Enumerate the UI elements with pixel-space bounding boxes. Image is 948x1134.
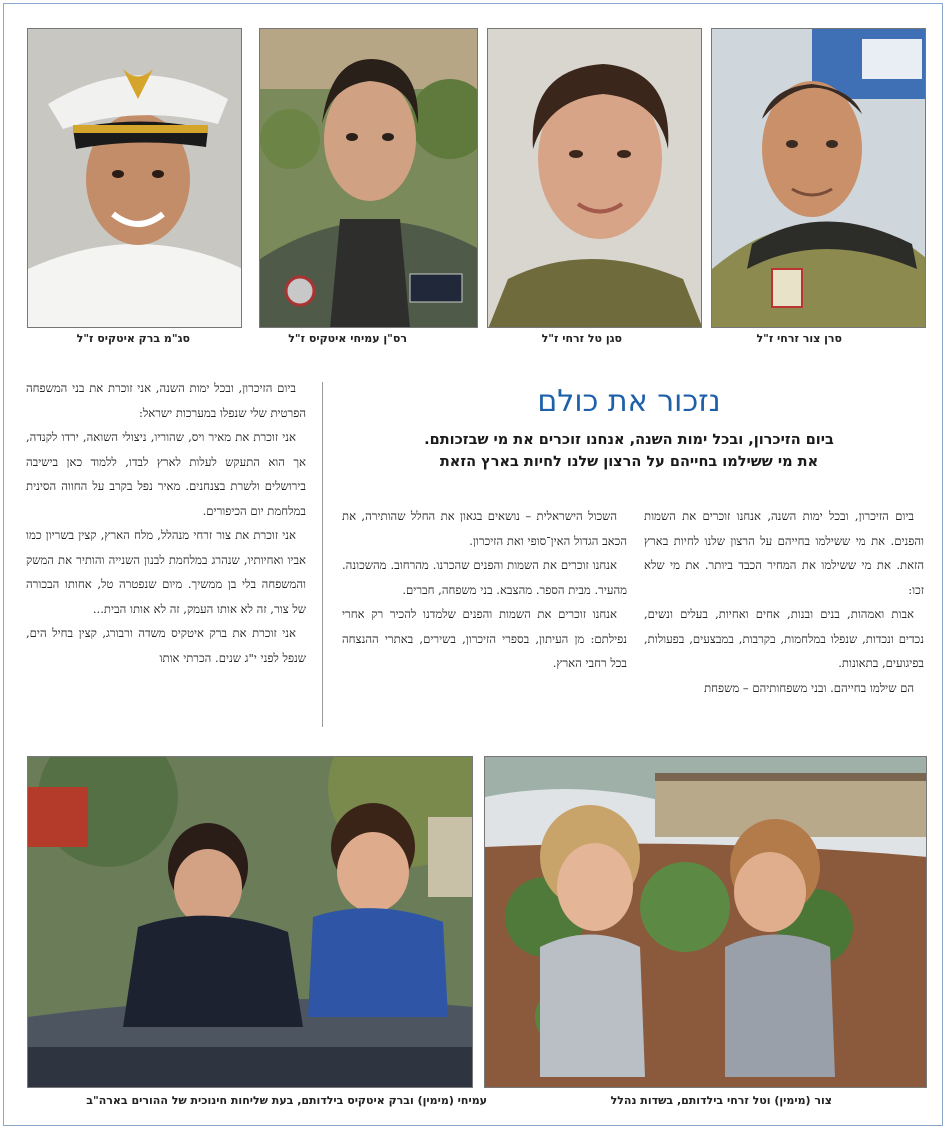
paragraph: אבות ואמהות, בנים ובנות, אחים ואחיות, בעלים ונשים, נכדים ונכדות, שנפלו במלחמות, בקרבות, במבצעים, בפעולות, בפיגועים, בתאונות. — [644, 607, 924, 670]
soldier-portrait-icon — [711, 28, 926, 328]
article-column-middle — [342, 504, 627, 732]
paragraph: אני זוכרת את צור זרחי מנהלל, מלח הארץ, קצין בשריון כמו אביו ואחיותיו, שנהרג במלחמת לבנון השנייה והותיר את המשק והמשפחה בלי בן ממשיך. מיום שנפטרה טל, אחותו הבכורה של צור, זה לא אותו העמק, זה לא אותו הבית... — [26, 528, 306, 616]
navy-officer-portrait-icon — [27, 28, 242, 328]
paragraph: אנחנו זוכרים את השמות והפנים שלמדנו להכיר רק אחרי נפילתם: מן העיתון, בספרי הזיכרון, בשירים, באתרי ההנצחה בכל רחבי הארץ. — [342, 607, 627, 670]
portrait-caption: סג"מ ברק איטקיס ז"ל — [76, 332, 190, 345]
portrait-caption: סגן טל זרחי ז"ל — [541, 332, 622, 345]
portrait-caption: סרן צור זרחי ז"ל — [756, 332, 842, 345]
paragraph: ביום הזיכרון, ובכל ימות השנה, אנחנו זוכרים את השמות והפנים. את מי ששילמו בחייהם על הרצון שלנו לחיות בארץ הזאת. את מי ששילמו את המחיר הכבד ביותר. את מי שלא זכו: — [644, 509, 924, 597]
paragraph: אנחנו זוכרים את השמות והפנים שהכרנו. מהרחוב. מהשכונה. מהעיר. מבית הספר. מהצבא. בני משפחה, חברים. — [342, 558, 627, 597]
paragraph: הם שילמו בחייהם. ובני משפחותיהם – משפחת — [704, 680, 914, 695]
article-column-left — [26, 376, 306, 728]
paragraph: אני זוכרת את מאיר ויס, שהוריו, ניצולי השואה, ירדו לקנדה, אך הוא התעקש לעלות לארץ לבדו, ללמוד כאן בישיבה בירושלים ולשרת בצנחנים. מאיר נפל בקרב על החווה הסינית במלחמת יום הכיפורים. — [26, 430, 306, 518]
children-field-photo-icon — [484, 756, 927, 1088]
female-officer-portrait-icon — [487, 28, 702, 328]
bottom-photo-caption: עמיחי (מימין) וברק איטקיס בילדותם, בעת שליחות חינוכית של ההורים בארה"ב — [86, 1094, 487, 1107]
article-subtitle-line2: את מי ששילמו בחייהם על הרצון שלנו לחיות בארץ הזאת — [439, 454, 819, 470]
paragraph: השכול הישראלית – נושאים בגאון את החלל שהותירה, את הכאב הגדול האין־סופי ואת הזיכרון. — [342, 509, 627, 548]
article-subtitle-line1: ביום הזיכרון, ובכל ימות השנה, אנחנו זוכרים את מי שבזכותם. — [424, 432, 834, 448]
paragraph: ביום הזיכרון, ובכל ימות השנה, אני זוכרת את בני המשפחה הפרטית שלי שנפלו במערכות ישראל: — [26, 381, 306, 420]
children-car-photo-icon — [27, 756, 473, 1088]
column-divider — [322, 382, 323, 727]
article-column-right — [644, 504, 924, 732]
memorial-page — [3, 3, 943, 1126]
pilot-portrait-icon — [259, 28, 478, 328]
portrait-caption: רס"ן עמיחי איטקיס ז"ל — [288, 332, 407, 345]
paragraph: אני זוכרת את ברק איטקיס משדה ורבורג, קצין בחיל הים, שנפל לפני י"ג שנים. הכרתי אותו — [26, 626, 306, 665]
bottom-photo-caption: צור (מימין) וטל זרחי בילדותם, בשדות נהלל — [610, 1094, 832, 1107]
article-title: נזכור את כולם — [537, 384, 721, 419]
